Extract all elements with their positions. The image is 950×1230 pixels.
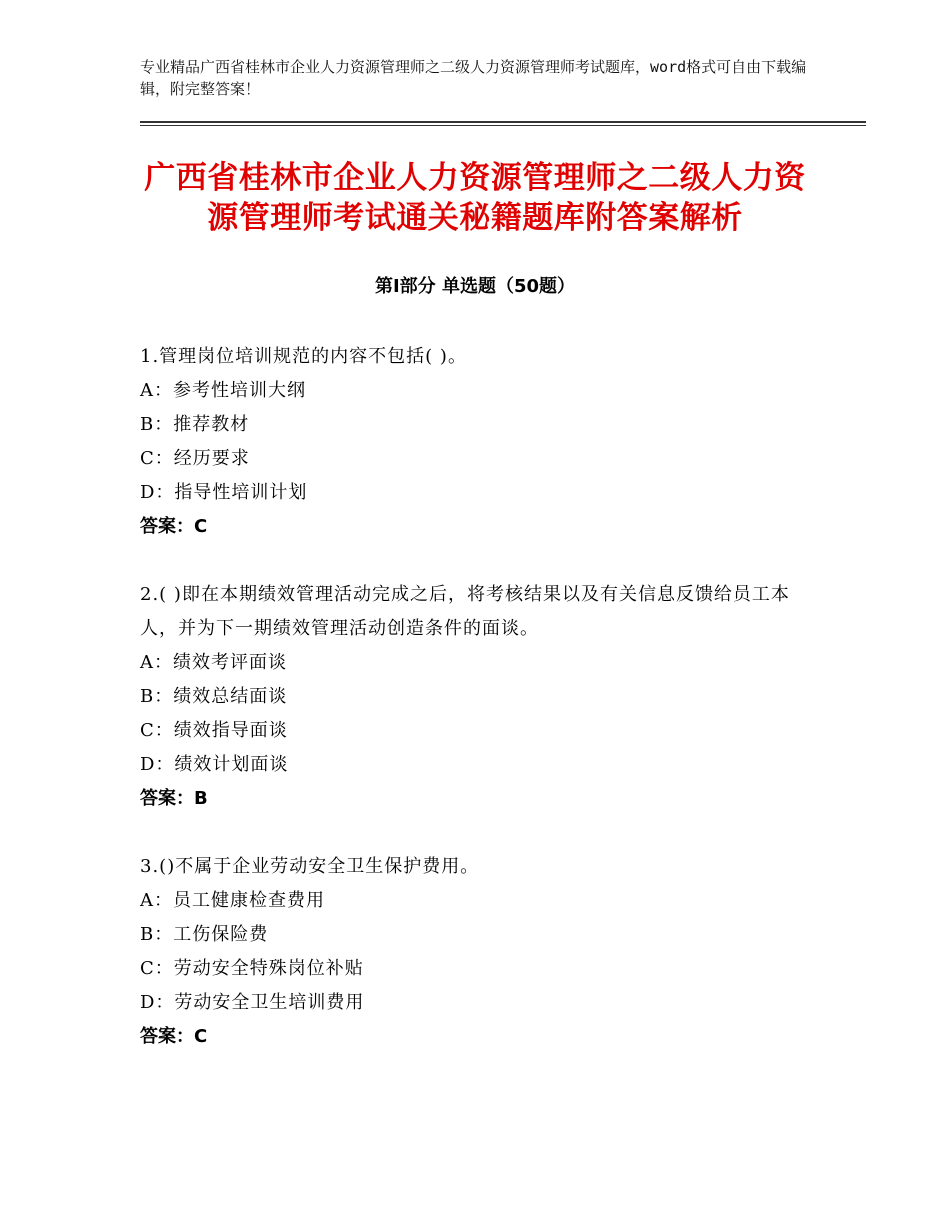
question-stem: 3.()不属于企业劳动安全卫生保护费用。 — [140, 856, 480, 877]
option-a: A：员工健康检查费用 — [140, 890, 325, 911]
answer: 答案：C — [140, 516, 208, 537]
answer: 答案：B — [140, 788, 208, 809]
option-c: C：经历要求 — [140, 448, 250, 469]
header-note: 专业精品广西省桂林市企业人力资源管理师之二级人力资源管理师考试题库，word格式可自由下载编辑，附完整答案！ — [140, 58, 807, 98]
option-d: D：劳动安全卫生培训费用 — [140, 992, 365, 1013]
question-stem: 1.管理岗位培训规范的内容不包括( )。 — [140, 346, 467, 367]
document-title: 广西省桂林市企业人力资源管理师之二级人力资源管理师考试通关秘籍题库附答案解析 — [144, 160, 806, 236]
option-c: C：劳动安全特殊岗位补贴 — [140, 958, 364, 979]
option-b: B：推荐教材 — [140, 414, 250, 435]
question-list — [140, 340, 820, 1088]
option-d: D：指导性培训计划 — [140, 482, 308, 503]
option-b: B：绩效总结面谈 — [140, 686, 288, 707]
question-2 — [140, 578, 820, 816]
question-1 — [140, 340, 820, 544]
header-rule-thin — [140, 125, 866, 126]
option-b: B：工伤保险费 — [140, 924, 269, 945]
question-3 — [140, 850, 820, 1054]
option-d: D：绩效计划面谈 — [140, 754, 289, 775]
header-rule-thick — [140, 121, 866, 123]
option-c: C：绩效指导面谈 — [140, 720, 288, 741]
answer: 答案：C — [140, 1026, 208, 1047]
option-a: A：参考性培训大纲 — [140, 380, 306, 401]
section-title: 第Ⅰ部分 单选题（50题） — [374, 276, 575, 297]
option-a: A：绩效考评面谈 — [140, 652, 287, 673]
question-stem: 2.( )即在本期绩效管理活动完成之后，将考核结果以及有关信息反馈给员工本人，并为下一期绩效管理活动创造条件的面谈。 — [140, 584, 790, 639]
